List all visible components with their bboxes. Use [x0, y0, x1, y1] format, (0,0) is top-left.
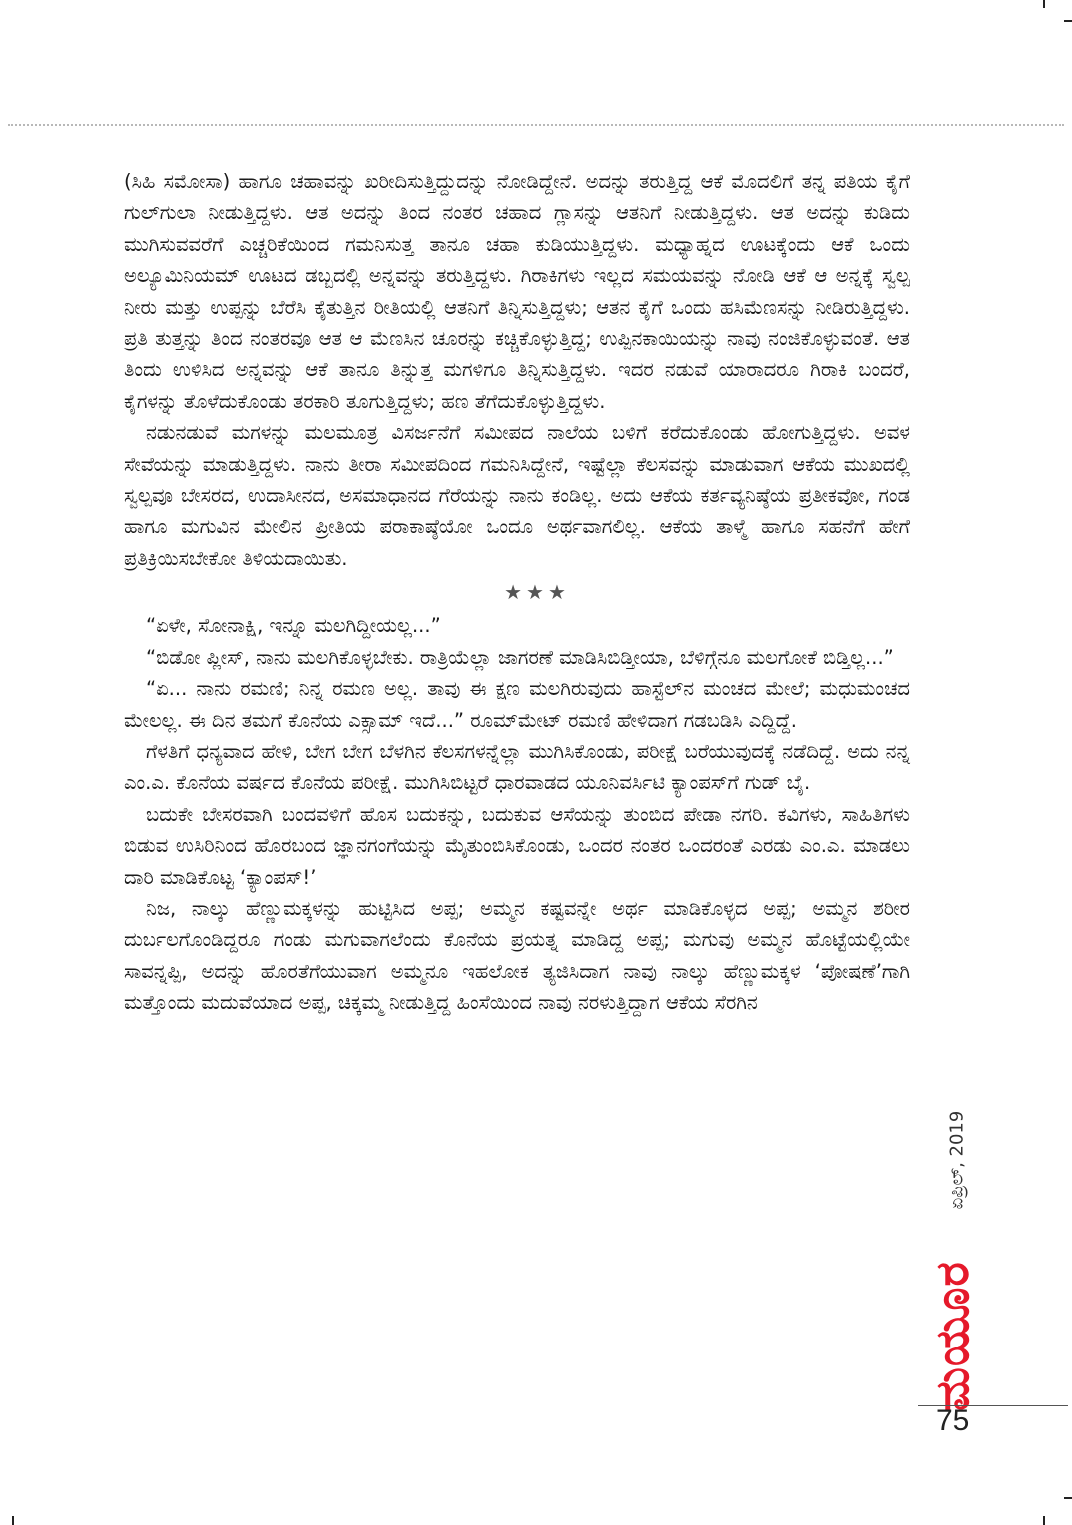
article-body [124, 166, 910, 1019]
paragraph: “ಏಳೇ, ಸೋನಾಕ್ಷಿ, ಇನ್ನೂ ಮಲಗಿದ್ದೀಯಲ್ಲ...” [146, 614, 441, 638]
crop-mark-right-top [1064, 20, 1072, 22]
crop-mark-right-bottom [1064, 1497, 1072, 1499]
page-number: 75 [936, 1404, 970, 1437]
paragraph: ನಡುನಡುವೆ ಮಗಳನ್ನು ಮಲಮೂತ್ರ ವಿಸರ್ಜನೆಗೆ ಸಮೀಪದ ನಾಲೆಯ ಬಳಿಗೆ ಕರೆದುಕೊಂಡು ಹೋಗುತ್ತಿದ್ದಳು. ಅವಳ ಸೇವೆಯನ್ನು ಮಾಡುತ್ತಿದ್ದಳು. ನಾನು ತೀರಾ ಸಮೀಪದಿಂದ ಗಮನಿಸಿದ್ದೇನೆ, ಇಷ್ಟೆಲ್ಲಾ ಕೆಲಸವನ್ನು ಮಾಡುವಾಗ ಆಕೆಯ ಮುಖದಲ್ಲಿ ಸ್ವಲ್ಪವೂ ಬೇಸರದ, ಉದಾಸೀನದ, ಅಸಮಾಧಾನದ ಗೆರೆಯನ್ನು ನಾನು ಕಂಡಿಲ್ಲ. ಅದು ಆಕೆಯ ಕರ್ತವ್ಯನಿಷ್ಠೆಯ ಪ್ರತೀಕವೋ, ಗಂಡ ಹಾಗೂ ಮಗುವಿನ ಮೇಲಿನ ಪ್ರೀತಿಯ ಪರಾಕಾಷ್ಠೆಯೋ ಒಂದೂ ಅರ್ಥವಾಗಲಿಲ್ಲ. ಆಕೆಯ ತಾಳ್ಮೆ ಹಾಗೂ ಸಹನೆಗೆ ಹೇಗೆ ಪ್ರತಿಕ್ರಿಯಿಸಬೇಕೋ ತಿಳಿಯದಾಯಿತು. [124, 421, 910, 570]
paragraph: ನಿಜ, ನಾಲ್ಕು ಹೆಣ್ಣುಮಕ್ಕಳನ್ನು ಹುಟ್ಟಿಸಿದ ಅಪ್ಪ; ಅಮ್ಮನ ಕಷ್ಟವನ್ನೇ ಅರ್ಥ ಮಾಡಿಕೊಳ್ಳದ ಅಪ್ಪ; ಅಮ್ಮನ ಶರೀರ ದುರ್ಬಲಗೊಂಡಿದ್ದರೂ ಗಂಡು ಮಗುವಾಗಲೆಂದು ಕೊನೆಯ ಪ್ರಯತ್ನ ಮಾಡಿದ್ದ ಅಪ್ಪ; ಮಗುವು ಅಮ್ಮನ ಹೊಟ್ಟೆಯಲ್ಲಿಯೇ ಸಾವನ್ನಪ್ಪಿ, ಅದನ್ನು ಹೊರತೆಗೆಯುವಾಗ ಅಮ್ಮನೂ ಇಹಲೋಕ ತ್ಯಜಿಸಿದಾಗ ನಾವು ನಾಲ್ಕು ಹೆಣ್ಣುಮಕ್ಕಳ ‘ಪೋಷಣೆ’ಗಾಗಿ ಮತ್ತೊಂದು ಮದುವೆಯಾದ ಅಪ್ಪ, ಚಿಕ್ಕಮ್ಮ ನೀಡುತ್ತಿದ್ದ ಹಿಂಸೆಯಿಂದ ನಾವು ನರಳುತ್ತಿದ್ದಾಗ ಆಕೆಯ ಸೆರಗಿನ [124, 896, 910, 1015]
issue-date: ಏಪ್ರಿಲ್, 2019 [946, 1110, 968, 1210]
header-dotted-rule [8, 124, 1064, 126]
crop-mark-bottom [1043, 1516, 1045, 1525]
paragraph: “ಏ... ನಾನು ರಮಣಿ; ನಿನ್ನ ರಮಣ ಅಲ್ಲ. ತಾವು ಈ ಕ್ಷಣ ಮಲಗಿರುವುದು ಹಾಸ್ಟೆಲ್‌ನ ಮಂಚದ ಮೇಲೆ; ಮಧುಮಂಚದ ಮೇಲಲ್ಲ. ಈ ದಿನ ತಮಗೆ ಕೊನೆಯ ಎಕ್ಸಾಮ್ ಇದೆ...” ರೂಮ್‌ಮೇಟ್ ರಮಣಿ ಹೇಳಿದಾಗ ಗಡಬಡಿಸಿ ಎದ್ದಿದ್ದೆ. [124, 677, 910, 732]
paragraph: (ಸಿಹಿ ಸಮೋಸಾ) ಹಾಗೂ ಚಹಾವನ್ನು ಖರೀದಿಸುತ್ತಿದ್ದುದನ್ನು ನೋಡಿದ್ದೇನೆ. ಅದನ್ನು ತರುತ್ತಿದ್ದ ಆಕೆ ಮೊದಲಿಗೆ ತನ್ನ ಪತಿಯ ಕೈಗೆ ಗುಲ್‌ಗುಲಾ ನೀಡುತ್ತಿದ್ದಳು. ಆತ ಅದನ್ನು ತಿಂದ ನಂತರ ಚಹಾದ ಗ್ಲಾಸನ್ನು ಆತನಿಗೆ ನೀಡುತ್ತಿದ್ದಳು. ಆತ ಅದನ್ನು ಕುಡಿದು ಮುಗಿಸುವವರೆಗೆ ಎಚ್ಚರಿಕೆಯಿಂದ ಗಮನಿಸುತ್ತ ತಾನೂ ಚಹಾ ಕುಡಿಯುತ್ತಿದ್ದಳು. ಮಧ್ಯಾಹ್ನದ ಊಟಕ್ಕೆಂದು ಆಕೆ ಒಂದು ಅಲ್ಯೂಮಿನಿಯಮ್ ಊಟದ ಡಬ್ಬದಲ್ಲಿ ಅನ್ನವನ್ನು ತರುತ್ತಿದ್ದಳು. ಗಿರಾಕಿಗಳು ಇಲ್ಲದ ಸಮಯವನ್ನು ನೋಡಿ ಆಕೆ ಆ ಅನ್ನಕ್ಕೆ ಸ್ವಲ್ಪ ನೀರು ಮತ್ತು ಉಪ್ಪನ್ನು ಬೆರೆಸಿ ಕೈತುತ್ತಿನ ರೀತಿಯಲ್ಲಿ ಆತನಿಗೆ ತಿನ್ನಿಸುತ್ತಿದ್ದಳು; ಆತನ ಕೈಗೆ ಒಂದು ಹಸಿಮೆಣಸನ್ನು ನೀಡಿರುತ್ತಿದ್ದಳು. ಪ್ರತಿ ತುತ್ತನ್ನು ತಿಂದ ನಂತರವೂ ಆತ ಆ ಮೆಣಸಿನ ಚೂರನ್ನು ಕಚ್ಚಿಕೊಳ್ಳುತ್ತಿದ್ದ; ಉಪ್ಪಿನಕಾಯಿಯನ್ನು ನಾವು ನಂಜಿಕೊಳ್ಳುವಂತೆ. ಆತ ತಿಂದು ಉಳಿಸಿದ ಅನ್ನವನ್ನು ಆಕೆ ತಾನೂ ತಿನ್ನುತ್ತ ಮಗಳಿಗೂ ತಿನ್ನಿಸುತ್ತಿದ್ದಳು. ಇದರ ನಡುವೆ ಯಾರಾದರೂ ಗಿರಾಕಿ ಬಂದರೆ, ಕೈಗಳನ್ನು ತೊಳೆದುಕೊಂಡು ತರಕಾರಿ ತೂಗುತ್ತಿದ್ದಳು; ಹಣ ತೆಗೆದುಕೊಳ್ಳುತ್ತಿದ್ದಳು. [124, 170, 910, 413]
crop-mark-top [1043, 0, 1045, 8]
magazine-logo: ಮಯೂರ [925, 1261, 979, 1411]
section-separator: ★★★ [504, 580, 570, 605]
paragraph: ಬದುಕೇ ಬೇಸರವಾಗಿ ಬಂದವಳಿಗೆ ಹೊಸ ಬದುಕನ್ನು, ಬದುಕುವ ಆಸೆಯನ್ನು ತುಂಬಿದ ಪೇಡಾ ನಗರಿ. ಕವಿಗಳು, ಸಾಹಿತಿಗಳು ಬಿಡುವ ಉಸಿರಿನಿಂದ ಹೊರಬಂದ ಜ್ಞಾನಗಂಗೆಯನ್ನು ಮೈತುಂಬಿಸಿಕೊಂಡು, ಒಂದರ ನಂತರ ಒಂದರಂತೆ ಎರಡು ಎಂ.ಎ. ಮಾಡಲು ದಾರಿ ಮಾಡಿಕೊಟ್ಟ ‘ಕ್ಯಾಂಪಸ್!’ [124, 802, 910, 889]
paragraph: “ಬಿಡೋ ಪ್ಲೀಸ್, ನಾನು ಮಲಗಿಕೊಳ್ಳಬೇಕು. ರಾತ್ರಿಯೆಲ್ಲಾ ಜಾಗರಣೆ ಮಾಡಿಸಿಬಿಡ್ತೀಯಾ, ಬೆಳಿಗ್ಗೆನೂ ಮಲಗೋಕೆ ಬಿಡ್ತಿಲ್ಲ...” [146, 645, 894, 669]
crop-mark-left-bottom [12, 1516, 14, 1525]
paragraph: ಗೆಳತಿಗೆ ಧನ್ಯವಾದ ಹೇಳಿ, ಬೇಗ ಬೇಗ ಬೆಳಗಿನ ಕೆಲಸಗಳನ್ನೆಲ್ಲಾ ಮುಗಿಸಿಕೊಂಡು, ಪರೀಕ್ಷೆ ಬರೆಯುವುದಕ್ಕೆ ನಡೆದಿದ್ದೆ. ಅದು ನನ್ನ ಎಂ.ಎ. ಕೊನೆಯ ವರ್ಷದ ಕೊನೆಯ ಪರೀಕ್ಷೆ. ಮುಗಿಸಿಬಿಟ್ಟರೆ ಧಾರವಾಡದ ಯೂನಿವರ್ಸಿಟಿ ಕ್ಯಾಂಪಸ್‌ಗೆ ಗುಡ್ ಬೈ. [124, 739, 910, 795]
